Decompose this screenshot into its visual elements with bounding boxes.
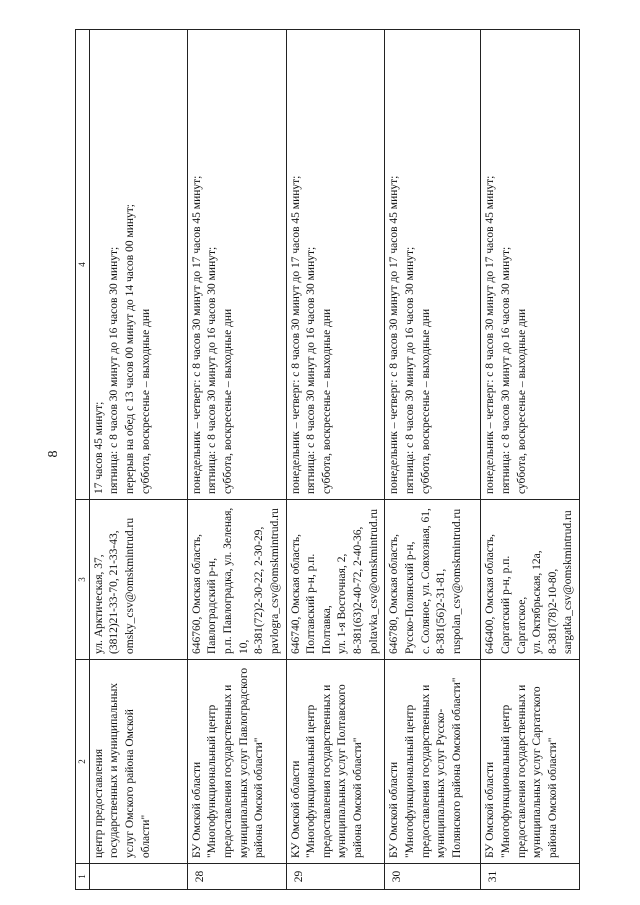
address-line: Саргатский р-н, р.п. Саргатское, bbox=[499, 555, 528, 654]
email-line: sargatka_csv@omskmintrud.ru bbox=[562, 510, 575, 654]
column-number: 3 bbox=[76, 500, 90, 660]
email-line: pavlogra_csv@omskmintrud.ru bbox=[268, 508, 281, 654]
hours-line: суббота, воскресенье – выходные дни bbox=[320, 308, 333, 494]
table-row bbox=[89, 30, 187, 890]
hours-line: суббота, воскресенье – выходные дни bbox=[515, 308, 528, 494]
address-line: ул. Арктическая, 37, bbox=[92, 554, 105, 654]
table-row bbox=[286, 30, 385, 890]
phone-line: 8-381(63)2-40-72, 2-40-36, bbox=[352, 526, 365, 654]
email-line: omsky_csv@omskmintrud.ru bbox=[124, 517, 137, 654]
working-hours bbox=[385, 30, 481, 500]
institution-name: КУ Омской области "Многофункциональный центр предоставления государственных и муниципальных услуг Полтавского района Омской области" bbox=[286, 660, 385, 864]
address-line: ул. Октябрьская, 12а, bbox=[531, 550, 544, 654]
hours-line: понедельник – четверг: с 8 часов 30 минут до 17 часов 45 минут; bbox=[190, 175, 203, 494]
address-line: 646780, Омская область, bbox=[388, 533, 401, 654]
page-number: 8 bbox=[46, 450, 61, 458]
hours-line: суббота, воскресенье – выходные дни bbox=[139, 308, 152, 494]
hours-line: пятница: с 8 часов 30 минут до 16 часов 30 минут; bbox=[206, 246, 219, 494]
institution-name: БУ Омской области "Многофункциональный центр предоставления государственных и муниципальных услуг Русско-Полянского района Омской области" bbox=[385, 660, 481, 864]
hours-line: суббота, воскресенье – выходные дни bbox=[222, 308, 235, 494]
table-row bbox=[481, 30, 580, 890]
address-line: ул. 1-я Восточная, 2, bbox=[336, 553, 349, 654]
hours-line: понедельник – четверг: с 8 часов 30 минут до 17 часов 45 минут; bbox=[388, 175, 401, 494]
rotated-table-wrapper bbox=[75, 30, 575, 890]
address-line: Полтавский р-н, р.п. Полтавка, bbox=[305, 553, 333, 654]
working-hours bbox=[89, 30, 187, 500]
hours-line: пятница: с 8 часов 30 минут до 16 часов 30 минут; bbox=[403, 246, 416, 494]
row-number bbox=[89, 864, 187, 890]
row-number: 31 bbox=[481, 864, 580, 890]
institution-name: БУ Омской области "Многофункциональный центр предоставления государственных и муниципальных услуг Павлоградского района Омской области" bbox=[187, 660, 286, 864]
row-number: 29 bbox=[286, 864, 385, 890]
address-line: Павлоградский р-н, bbox=[206, 557, 219, 654]
column-number: 2 bbox=[76, 660, 90, 864]
row-number: 28 bbox=[187, 864, 286, 890]
table-row bbox=[385, 30, 481, 890]
address-line: 646400, Омская область, bbox=[484, 533, 497, 654]
working-hours bbox=[187, 30, 286, 500]
column-numbers-row bbox=[76, 30, 90, 890]
hours-line: пятница: с 8 часов 30 минут до 16 часов 30 минут; bbox=[305, 246, 318, 494]
hours-line: пятница: с 8 часов 30 минут до 16 часов 30 минут; bbox=[499, 246, 512, 494]
address-contacts bbox=[385, 500, 481, 660]
address-line: 646760, Омская область, bbox=[190, 533, 203, 654]
phone-line: 8-381(78)2-10-80, bbox=[546, 568, 559, 654]
address-line: 646740, Омская область, bbox=[289, 533, 302, 654]
address-line: с. Соляное, ул. Совхозная, 61, bbox=[419, 508, 432, 654]
address-contacts bbox=[89, 500, 187, 660]
working-hours bbox=[286, 30, 385, 500]
column-number: 1 bbox=[76, 864, 90, 890]
hours-line: понедельник – четверг: с 8 часов 30 минут до 17 часов 45 минут; bbox=[484, 175, 497, 494]
mfc-offices-table bbox=[75, 29, 580, 890]
hours-line: 17 часов 45 минут; bbox=[92, 401, 105, 494]
institution-name: БУ Омской области "Многофункциональный центр предоставления государственных и муниципальных услуг Саргатского района Омской области" bbox=[481, 660, 580, 864]
address-contacts bbox=[481, 500, 580, 660]
address-line: р.п. Павлоградка, ул. Зеленая, 10, bbox=[222, 507, 250, 654]
working-hours bbox=[481, 30, 580, 500]
institution-name: центр предоставления государственных и муниципальных услуг Омского района Омской области" bbox=[89, 660, 187, 864]
hours-line: понедельник – четверг: с 8 часов 30 минут до 17 часов 45 минут; bbox=[289, 175, 302, 494]
phone-line: (3812)21-33-70, 21-33-43, bbox=[108, 530, 121, 654]
hours-line: перерыв на обед с 13 часов 00 минут до 14 часов 00 минут; bbox=[124, 204, 137, 494]
email-line: poltavka_csv@omskmintrud.ru bbox=[367, 508, 380, 654]
address-contacts bbox=[286, 500, 385, 660]
hours-line: суббота, воскресенье – выходные дни bbox=[419, 308, 432, 494]
column-number: 4 bbox=[76, 30, 90, 500]
hours-line: пятница: с 8 часов 30 минут до 16 часов 30 минут; bbox=[108, 246, 121, 494]
phone-line: 8-381(72)2-30-22, 2-30-29, bbox=[253, 526, 266, 654]
table-row bbox=[187, 30, 286, 890]
address-line: Русско-Полянский р-н, bbox=[403, 541, 416, 654]
email-line: ruspolan_csv@omskmintrud.ru bbox=[450, 508, 463, 654]
row-number: 30 bbox=[385, 864, 481, 890]
phone-line: 8-381(56)2-31-81, bbox=[435, 568, 448, 654]
address-contacts bbox=[187, 500, 286, 660]
